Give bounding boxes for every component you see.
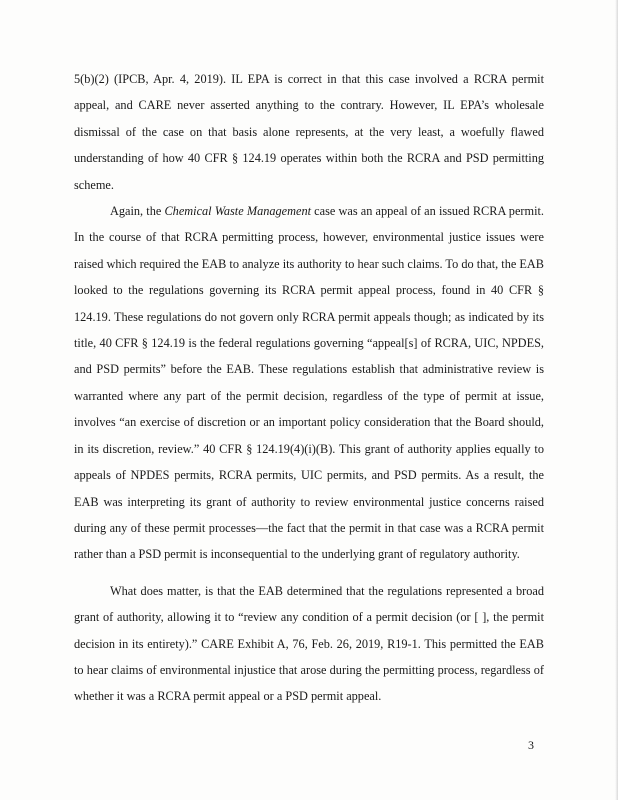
page-number: 3 <box>528 738 534 752</box>
paragraph-2-rest: case was an appeal of an issued RCRA permit. In the course of that RCRA permitting process, however, environmental justice issues were raised which required the EAB to analyze its authority to hear such claims. To do that, the EAB looked to the regulations governing its RCRA permit appeal process, found in 40 CFR § 124.19. These regulations do not govern only RCRA permit appeals though; as indicated by its title, 40 CFR § 124.19 is the federal regulations governing “appeal[s] of RCRA, UIC, NPDES, and PSD permits” before the EAB. These regulations establish that administrative review is warranted where any part of the permit decision, regardless of the type of permit at issue, involves “an exercise of discretion or an important policy consideration that the Board should, in its discretion, review.” 40 CFR § 124.19(4)(i)(B). This grant of authority applies equally to appeals of NPDES permits, RCRA permits, UIC permits, and PSD permits. As a result, the EAB was interpreting its grant of authority to review environmental justice concerns raised during any of these permit processes—the fact that the permit in that case was a RCRA permit rather than a PSD permit is inconsequential to the underlying grant of regulatory authority. <box>74 204 544 562</box>
paragraph-1: 5(b)(2) (IPCB, Apr. 4, 2019). IL EPA is correct in that this case involved a RCRA permit appeal, and CARE never asserted anything to the contrary. However, IL EPA’s wholesale dismissal of the case on that basis alone represents, at the very least, a woefully flawed understanding of how 40 CFR § 124.19 operates within both the RCRA and PSD permitting scheme. <box>74 72 544 192</box>
document-body <box>74 66 544 710</box>
paragraph-3: What does matter, is that the EAB determined that the regulations represented a broad grant of authority, allowing it to “review any condition of a permit decision (or [ ], the permit decision in its entirety).” CARE Exhibit A, 76, Feb. 26, 2019, R19-1. This permitted the EAB to hear claims of environmental injustice that arose during the permitting process, regardless of whether it was a RCRA permit appeal or a PSD permit appeal. <box>74 583 544 704</box>
paragraph-2 <box>74 198 544 568</box>
paragraph-gap <box>74 568 544 578</box>
case-name: Chemical Waste Management <box>164 204 312 219</box>
paragraph-2-lead: Again, the <box>110 204 165 219</box>
